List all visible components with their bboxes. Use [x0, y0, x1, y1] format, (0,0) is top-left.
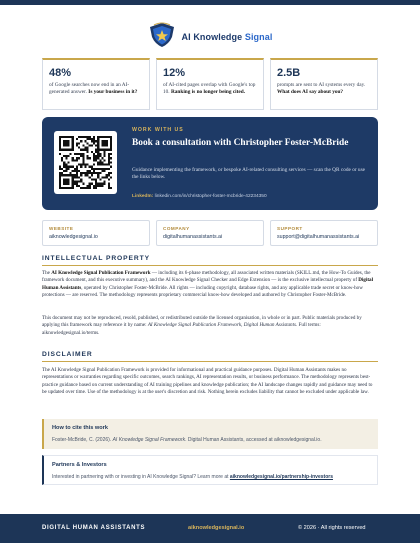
stat-body: of AI-cited pages overlap with Google's top 10. — [163, 82, 256, 95]
ip-emphasis: AI Knowledge Signal Publication Framework — [51, 270, 151, 276]
ip-text: , operated by Christopher Foster-McBride. All rights — including copyright, database rights, and any applicable trade secret or know-how protections — are reserved. The methodology represents proprietary commercial know-how developed and authored by Christopher Foster-McBride. — [42, 284, 363, 298]
citation-work: AI Knowledge Signal Framework — [112, 437, 186, 443]
partners-link[interactable]: aiknowledgesignal.io/partnership-investors — [229, 474, 333, 480]
stat-body: of Google searches now end in an AI-generated answer. — [49, 82, 130, 95]
stat-text — [49, 82, 143, 96]
footer-copyright: © 2026 · All rights reserved — [298, 525, 366, 531]
ip-text: — including its 6-phase methodology, all associated written materials (SKILL.md, the How-To Guides, the framework document, and this executive summary), and the AI Knowledge Signal Checker and Edge Extension — is the exclusive intellectual property of — [42, 270, 371, 284]
ip-text: . Full terms: aiknowledgesignal.io/terms. — [42, 322, 321, 336]
stat-text — [277, 82, 371, 96]
linkedin-link[interactable] — [132, 194, 267, 199]
top-accent-bar — [0, 0, 420, 5]
disclaimer-heading: DISCLAIMER — [42, 351, 93, 358]
stat-emphasis: Ranking is no longer being cited. — [170, 89, 246, 95]
citation-publisher: . Digital Human Assistants, accessed at aiknowledgesignal.io. — [185, 437, 322, 443]
linkedin-label: LinkedIn: — [132, 194, 154, 199]
contact-label: SUPPORT — [277, 226, 303, 231]
cta-kicker: WORK WITH US — [132, 127, 184, 133]
footer-site-link[interactable]: aiknowledgesignal.io — [188, 525, 245, 531]
stat-emphasis: What does AI say about you? — [277, 89, 344, 95]
stat-value: 48% — [49, 67, 72, 79]
shield-star-icon — [148, 22, 176, 53]
disclaimer-divider — [42, 361, 378, 362]
stat-value: 12% — [163, 67, 186, 79]
contact-website[interactable] — [42, 220, 150, 246]
stat-body: prompts are sent to AI systems every day. — [277, 82, 366, 88]
stat-card — [42, 58, 150, 110]
footer-brand: DIGITAL HUMAN ASSISTANTS — [42, 525, 146, 531]
citation-author: Foster-McBride, C. (2026). — [52, 437, 113, 443]
contact-support[interactable] — [270, 220, 378, 246]
ip-italic: AI Knowledge Signal Publication Framework, Digital Human Assistants — [147, 322, 296, 329]
ip-text: This document may not be reproduced, resold, published, or redistributed outside the licensed organisation, in whole or in part. Public materials produced by applying this framework may reference it by name: — [42, 315, 362, 329]
disclaimer-paragraph: The AI Knowledge Signal Publication Framework is provided for informational and practical guidance purposes. Digital Human Assistants makes no representations or warranties regarding specific outcomes, search rankings, AI representation results, or business performance. The methodology represents best-practice guidance based on current understanding of AI training pipelines and knowledge publication; the AI landscape changes rapidly and guidance may need to be updated over time. Use of the methodology is at the user's discretion and risk. Nothing herein excludes liability that cannot be excluded under applicable law. — [42, 367, 373, 395]
ip-paragraph-1 — [42, 270, 378, 299]
contact-label: WEBSITE — [49, 226, 74, 231]
footer — [0, 514, 420, 543]
contact-value: digitalhumanassistants.ai — [163, 234, 223, 240]
partners-text — [52, 474, 369, 480]
brand-logo[interactable] — [0, 22, 420, 52]
ip-paragraph-2 — [42, 315, 378, 337]
ip-text: The — [42, 270, 52, 276]
partners-body: Interested in partnering with or investing in AI Knowledge Signal? Learn more at — [52, 474, 230, 480]
stat-card — [270, 58, 378, 110]
partners-box — [42, 455, 378, 485]
contact-company[interactable] — [156, 220, 264, 246]
citation-box — [42, 419, 378, 449]
citation-text — [52, 437, 370, 443]
contact-label: COMPANY — [163, 226, 190, 231]
contact-value: aiknowledgesignal.io — [49, 234, 98, 240]
stat-text — [163, 82, 257, 96]
stat-value: 2.5B — [277, 67, 301, 79]
ip-divider — [42, 265, 378, 266]
ip-emphasis: Digital Human Assistants — [42, 277, 374, 291]
cta-title: Book a consultation with Christopher Foster-McBride — [132, 138, 349, 148]
consultation-card — [42, 117, 378, 210]
stat-emphasis: Is your business in it? — [88, 89, 138, 95]
stat-card — [156, 58, 264, 110]
partners-title: Partners & Investors — [52, 462, 107, 468]
ip-heading: INTELLECTUAL PROPERTY — [42, 255, 150, 262]
stats-row — [42, 58, 378, 110]
citation-title: How to cite this work — [52, 425, 108, 431]
brand-name-part2: Signal — [244, 32, 273, 42]
brand-name — [182, 32, 273, 42]
brand-name-part1: AI Knowledge — [181, 32, 245, 42]
qr-code-icon[interactable] — [54, 131, 117, 194]
contact-row — [42, 220, 378, 246]
cta-description: Guidance implementing the framework, or bespoke AI-related consulting services — scan the QR code or use the links below. — [132, 167, 365, 181]
contact-value: support@digitalhumanassistants.ai — [277, 234, 360, 240]
linkedin-url: linkedin.com/in/christopher-foster-mcbride-42234350 — [153, 194, 267, 199]
